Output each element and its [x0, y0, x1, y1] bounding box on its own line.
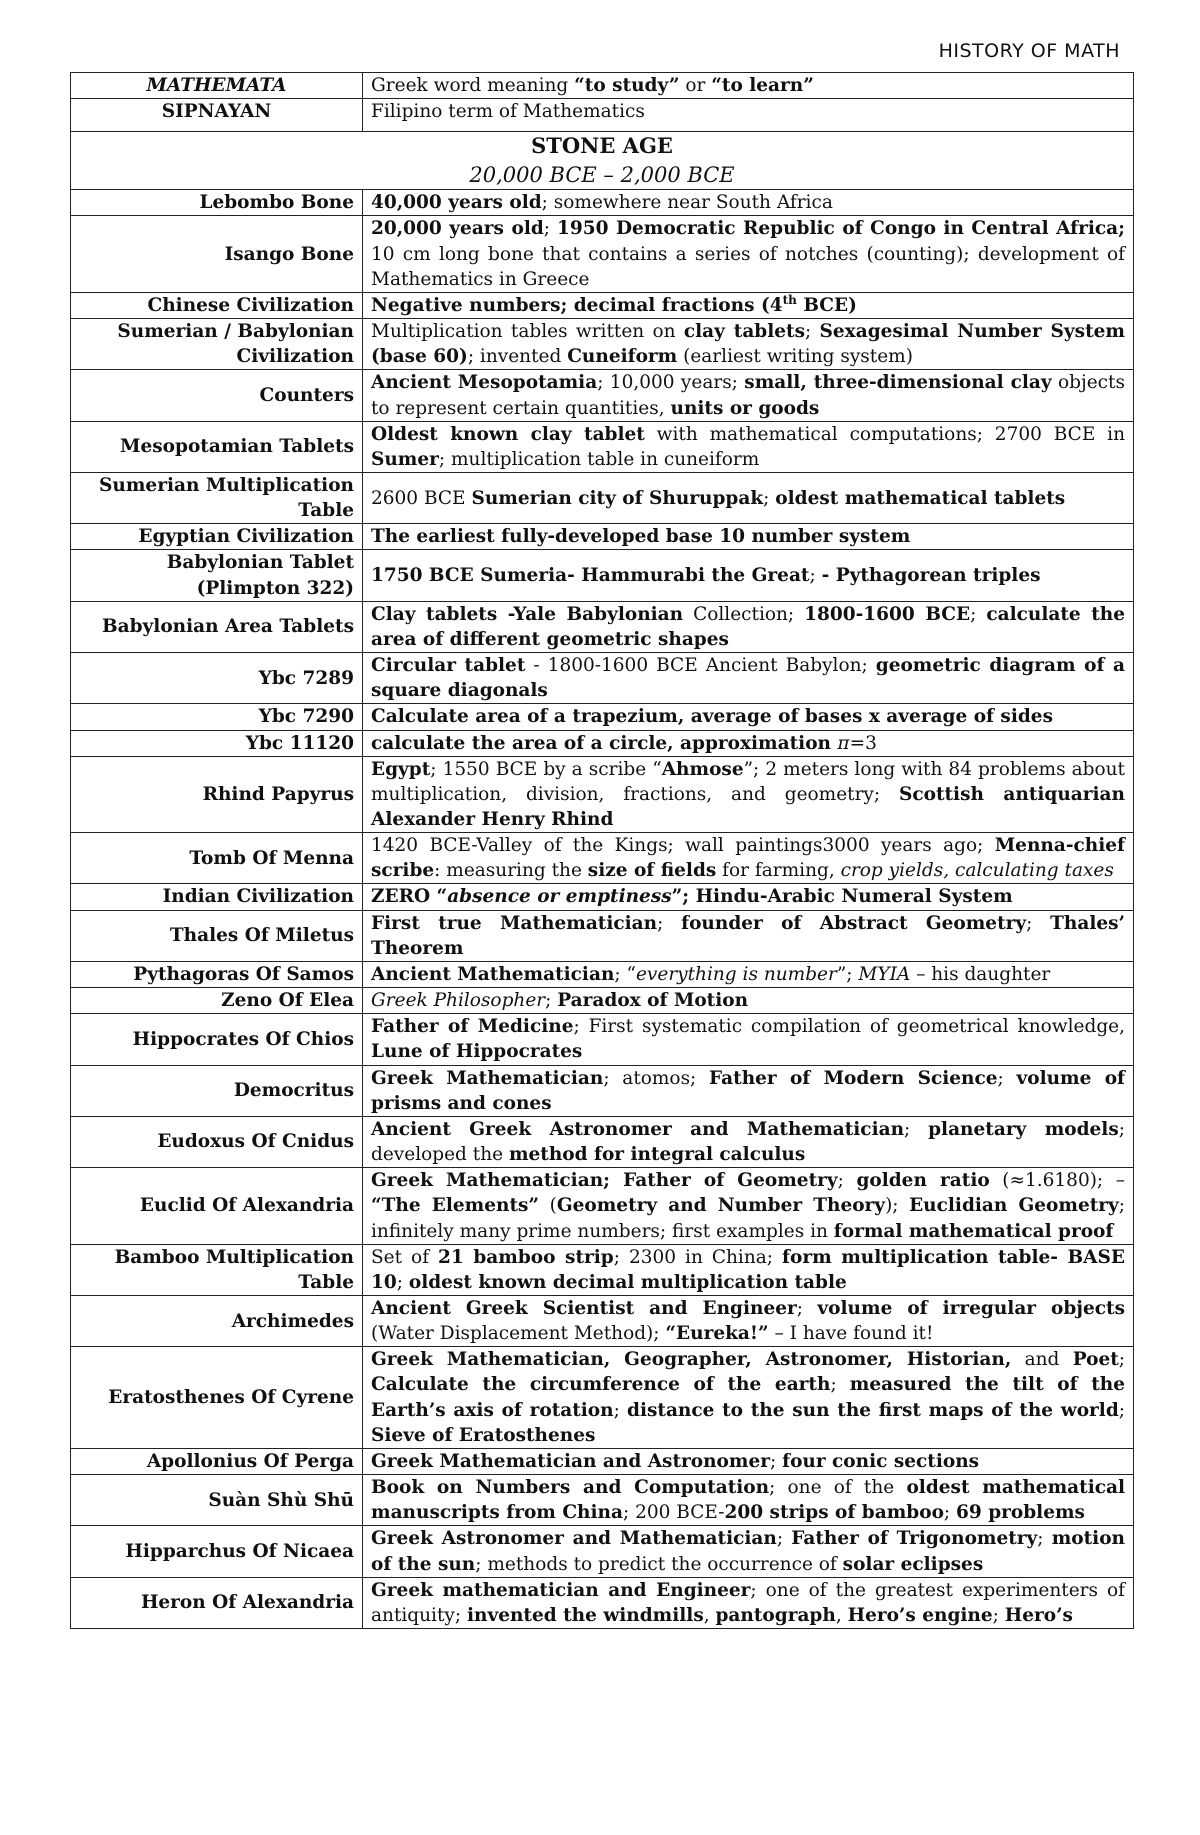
term-label: Babylonian Area Tablets: [101, 616, 354, 638]
definition-text: Ancient Greek Scientist and Engineer: [371, 1297, 797, 1319]
term-label: Hippocrates Of Chios: [132, 1028, 354, 1050]
definition-text: ; somewhere near South Africa: [541, 192, 833, 214]
term-cell: [71, 1116, 363, 1167]
definition-text: 1950 Democratic Republic of Congo in Central Africa;: [556, 218, 1125, 240]
term-cell: [71, 472, 363, 523]
definition-cell: [363, 730, 1134, 756]
definition-text: ; 2300 in China;: [613, 1246, 783, 1268]
table-row: [71, 704, 1134, 730]
definition-text: planetary models: [928, 1118, 1119, 1140]
definition-cell: [363, 99, 1134, 132]
definition-text: Cuneiform: [567, 346, 678, 368]
definition-text: measured the tilt of the Earth’s axis of rotation: [371, 1374, 1125, 1421]
definition-text: with mathematical computations; 2700 BCE in: [644, 423, 1125, 445]
definition-text: Hero’s: [1004, 1604, 1073, 1626]
definition-text: ;: [830, 1374, 850, 1396]
table-row: [71, 1475, 1134, 1526]
definition-text: ;: [769, 1450, 783, 1472]
definition-text: Ancient Mesopotamia: [371, 372, 598, 394]
term-cell: [71, 1295, 363, 1346]
definition-text: ;: [396, 1271, 409, 1293]
definition-text: volume of irregular objects: [817, 1297, 1125, 1319]
definition-text: oldest mathematical tablets: [775, 487, 1066, 509]
definition-text: solar eclipses: [842, 1553, 984, 1575]
definition-text: Greek mathematician and Engineer: [371, 1579, 751, 1601]
definition-text: Set of: [371, 1246, 439, 1268]
definition-cell: [363, 1168, 1134, 1244]
definition-text: – I have found it!: [768, 1323, 934, 1345]
term-cell: [71, 73, 363, 99]
term-cell: [71, 319, 363, 370]
definition-cell: [363, 1526, 1134, 1577]
term-label: Zeno Of Elea: [221, 990, 354, 1012]
definition-text: ZERO “: [371, 886, 448, 908]
definition-text: ;: [763, 487, 776, 509]
definition-text: (earliest writing system): [677, 346, 913, 368]
definition-text: Sieve of Eratosthenes: [371, 1424, 596, 1446]
definition-text: Calculate the circumference of the earth: [371, 1374, 831, 1396]
definition-text: form multiplication table- BASE 10: [371, 1246, 1125, 1293]
definition-text: Greek Mathematician: [371, 1067, 604, 1089]
definition-text: ,: [835, 1604, 848, 1626]
definition-text: Father of Modern Science: [709, 1067, 998, 1089]
term-cell: [71, 292, 363, 318]
definition-cell: [363, 370, 1134, 421]
definition-text: (≈1.6180); –: [989, 1170, 1125, 1192]
definition-text: : measuring the: [434, 860, 588, 882]
definition-text: 1800-1600 BCE: [804, 603, 971, 625]
term-label: Ybc 7289: [258, 667, 354, 689]
table-row: [71, 833, 1134, 884]
definition-cell: [363, 472, 1134, 523]
section-title: STONE AGE: [531, 133, 673, 159]
table-row: [71, 524, 1134, 550]
definition-cell: [363, 1475, 1134, 1526]
table-row: [71, 1014, 1134, 1065]
definition-text: Circular tablet: [371, 655, 526, 677]
definition-text: ;: [1118, 1399, 1125, 1421]
term-cell: [71, 961, 363, 987]
table-row: [71, 884, 1134, 910]
definition-text: ;: [613, 1399, 628, 1421]
definition-text: calculate the area of a circle, approximation: [371, 732, 838, 754]
table-row: [71, 550, 1134, 601]
term-label: Tomb Of Menna: [189, 847, 354, 869]
definition-text: ;: [904, 1118, 929, 1140]
term-cell: [71, 1347, 363, 1449]
section-header: [71, 132, 1134, 190]
definition-text: four conic sections: [782, 1450, 980, 1472]
term-label: Rhind Papyrus: [202, 783, 354, 805]
page-header-title: HISTORY OF MATH: [938, 40, 1120, 62]
table-row: [71, 601, 1134, 652]
definition-cell: [363, 319, 1134, 370]
term-cell: [71, 524, 363, 550]
definition-text: ; First systematic compilation of geometrical knowledge,: [573, 1016, 1126, 1038]
definition-text: golden ratio: [856, 1170, 990, 1192]
definition-text: or: [679, 75, 712, 96]
definition-text: absence or emptiness: [447, 886, 672, 908]
definition-text: 69 problems: [956, 1502, 1085, 1524]
definition-text: and: [1011, 1349, 1073, 1371]
definition-cell: [363, 910, 1134, 961]
term-cell: [71, 1475, 363, 1526]
definition-text: Sumerian city of Shuruppak: [471, 487, 764, 509]
definition-text: MYIA: [858, 963, 911, 985]
term-label: Counters: [259, 384, 354, 406]
definition-text: ; 10,000 years;: [597, 372, 745, 394]
definition-text: oldest mathematical manuscripts from China: [371, 1477, 1125, 1524]
definition-text: Father of Medicine: [371, 1016, 574, 1038]
definition-text: ;: [796, 1297, 818, 1319]
term-cell: [71, 1526, 363, 1577]
definition-text: Oldest known clay tablet: [371, 423, 645, 445]
definition-text: 1750 BCE Sumeria- Hammurabi the Great: [371, 565, 810, 587]
table-row: [71, 1244, 1134, 1295]
table-row: [71, 1116, 1134, 1167]
definition-text: 20,000 years old: [371, 218, 544, 240]
definition-cell: [363, 601, 1134, 652]
definition-text: method for integral calculus: [508, 1144, 806, 1166]
definition-text: Hero’s engine: [847, 1604, 993, 1626]
definition-text: Calculate area of a trapezium, average of bases x average of sides: [371, 706, 1053, 728]
definition-text: 40,000 years old: [371, 192, 542, 214]
definition-text: Greek Mathematician and Astronomer: [371, 1450, 770, 1472]
table-row: [71, 961, 1134, 987]
definition-text: ; 1550 BCE by a scribe “: [430, 758, 662, 780]
table-row: [71, 292, 1134, 318]
definition-text: for farming,: [716, 860, 841, 882]
table-row: [71, 472, 1134, 523]
definition-text: Thales’ Theorem: [371, 912, 1125, 959]
term-cell: [71, 421, 363, 472]
definition-text: 2600 BCE: [371, 487, 472, 509]
definition-text: volume of prisms and cones: [371, 1067, 1125, 1114]
table-row: [71, 1168, 1134, 1244]
definition-text: ; one of the greatest experimenters of antiquity;: [371, 1579, 1125, 1626]
term-cell: [71, 884, 363, 910]
definition-cell: [363, 1014, 1134, 1065]
definition-text: Clay tablets -Yale Babylonian: [371, 603, 684, 625]
history-table-body: [71, 73, 1134, 1629]
definition-text: geometric diagram of a square diagonals: [371, 655, 1125, 702]
definition-text: =3: [849, 732, 877, 754]
definition-text: small, three-dimensional clay: [744, 372, 1052, 394]
definition-cell: [363, 292, 1134, 318]
term-label: Thales Of Miletus: [169, 925, 354, 947]
definition-cell: [363, 704, 1134, 730]
definition-text: π: [837, 732, 850, 754]
section-range: 20,000 BCE – 2,000 BCE: [469, 162, 735, 187]
definition-text: founder of Abstract Geometry: [681, 912, 1027, 934]
definition-cell: [363, 216, 1134, 292]
definition-text: ”;: [836, 963, 859, 985]
term-cell: [71, 988, 363, 1014]
definition-text: ;: [997, 1067, 1017, 1089]
definition-text: “The Elements”: [371, 1195, 540, 1217]
definition-text: th: [782, 292, 797, 307]
term-cell: [71, 653, 363, 704]
definition-text: ;: [1026, 912, 1051, 934]
term-label: Eudoxus Of Cnidus: [157, 1131, 354, 1153]
definition-text: Father of Trigonometry: [791, 1528, 1038, 1550]
term-cell: [71, 550, 363, 601]
definition-text: Greek word meaning: [371, 75, 575, 96]
term-cell: [71, 601, 363, 652]
definition-text: pantograph: [715, 1604, 836, 1626]
definition-text: oldest known decimal multiplication table: [408, 1271, 847, 1293]
definition-text: Menna-chief scribe: [371, 835, 1125, 882]
table-row: [71, 1295, 1134, 1346]
term-cell: [71, 910, 363, 961]
term-label: Eratosthenes Of Cyrene: [108, 1387, 354, 1409]
definition-text: (Water Displacement Method);: [371, 1323, 666, 1345]
definition-text: First true Mathematician: [371, 912, 658, 934]
table-row: [71, 910, 1134, 961]
table-row: [71, 216, 1134, 292]
definition-cell: [363, 988, 1134, 1014]
term-label: Chinese Civilization: [147, 294, 354, 316]
definition-text: ;: [943, 1502, 957, 1524]
term-label: Ybc 11120: [245, 732, 354, 754]
definition-text: “Eureka!”: [665, 1323, 769, 1345]
table-row: [71, 1448, 1134, 1474]
definition-text: Greek Mathematician, Geographer, Astronomer, Historian,: [371, 1349, 1012, 1371]
definition-text: ; invented: [467, 346, 568, 368]
definition-text: “to learn”: [711, 75, 814, 96]
definition-text: ; methods to predict the occurrence of: [475, 1553, 843, 1575]
definition-text: The earliest fully-developed base 10 number system: [371, 526, 911, 548]
definition-text: distance to the sun the first maps of the world: [627, 1399, 1119, 1421]
definition-cell: [363, 653, 1134, 704]
definition-text: 21 bamboo strip: [438, 1246, 614, 1268]
definition-cell: [363, 1448, 1134, 1474]
table-row: [71, 988, 1134, 1014]
definition-text: Collection;: [683, 603, 805, 625]
definition-text: ; multiplication table in cuneiform: [438, 448, 760, 470]
term-cell: [71, 1014, 363, 1065]
definition-text: ; developed the: [371, 1118, 1125, 1166]
term-label: Ybc 7290: [258, 706, 354, 728]
table-row: [71, 1347, 1134, 1449]
definition-text: Sumer: [371, 448, 439, 470]
definition-cell: [363, 1347, 1134, 1449]
term-cell: [71, 190, 363, 216]
term-cell: [71, 1577, 363, 1628]
definition-text: );: [885, 1195, 910, 1217]
term-cell: [71, 1448, 363, 1474]
definition-text: ”; 2 meters long with 84 problems about multiplication, division, fractions, and geometry;: [371, 758, 1125, 805]
definition-cell: [363, 884, 1134, 910]
definition-cell: [363, 550, 1134, 601]
definition-text: Geometry and Number Theory: [556, 1195, 886, 1217]
definition-text: ”; Hindu-Arabic Numeral System: [671, 886, 1013, 908]
definition-text: 200 strips of bamboo: [724, 1502, 944, 1524]
term-label: MATHEMATA: [146, 75, 287, 96]
definition-text: Multiplication tables written on: [371, 321, 684, 343]
definition-text: clay tablets: [683, 321, 805, 343]
term-label: Pythagoras Of Samos: [133, 963, 354, 985]
definition-text: crop yields, calculating taxes: [840, 860, 1114, 882]
definition-text: ;: [545, 990, 558, 1012]
table-row: [71, 653, 1134, 704]
term-cell: [71, 756, 363, 832]
term-label: Isango Bone: [224, 243, 354, 265]
definition-text: Ahmose: [661, 758, 744, 780]
definition-text: ;: [1118, 1349, 1125, 1371]
term-cell: [71, 833, 363, 884]
definition-text: BCE): [796, 294, 857, 316]
definition-text: Greek Philosopher: [371, 990, 546, 1012]
definition-text: Greek Mathematician; Father of Geometry: [371, 1170, 838, 1192]
definition-text: invented the windmills: [466, 1604, 704, 1626]
term-label: Heron Of Alexandria: [140, 1592, 354, 1614]
definition-text: ; one of the: [769, 1477, 907, 1499]
definition-text: – his daughter: [910, 963, 1051, 985]
definition-cell: [363, 961, 1134, 987]
definition-text: Egypt: [371, 758, 431, 780]
definition-text: (: [539, 1195, 557, 1217]
definition-text: Negative numbers; decimal fractions (4: [371, 294, 783, 316]
definition-cell: [363, 1295, 1134, 1346]
definition-text: Sexagesimal Number System (base 60): [371, 321, 1125, 368]
definition-text: Ancient Greek Astronomer and Mathematician: [371, 1118, 905, 1140]
term-label: Mesopotamian Tablets: [120, 436, 354, 458]
definition-text: 10 cm long bone that contains a series of notches (counting); development of Mathematics in Greece: [371, 243, 1125, 290]
definition-text: units or goods: [670, 397, 820, 419]
definition-text: Poet: [1072, 1349, 1119, 1371]
term-label: Bamboo Multiplication Table: [114, 1246, 354, 1293]
term-cell: [71, 1065, 363, 1116]
definition-cell: [363, 1116, 1134, 1167]
definition-text: objects to represent certain quantities,: [371, 372, 1125, 419]
table-row: [71, 1526, 1134, 1577]
table-row: [71, 421, 1134, 472]
definition-text: ; infinitely many prime numbers; first examples in: [371, 1195, 1125, 1242]
definition-text: calculate the area of different geometric shapes: [371, 603, 1125, 650]
table-row: [71, 319, 1134, 370]
term-label: Apollonius Of Perga: [146, 1450, 354, 1472]
definition-text: ;: [776, 1528, 792, 1550]
term-label: Lebombo Bone: [199, 192, 354, 214]
term-label: Hipparchus Of Nicaea: [125, 1540, 354, 1562]
intro-row: [71, 73, 1134, 99]
term-label: SIPNAYAN: [161, 101, 272, 123]
term-label: Sumerian Multiplication Table: [99, 474, 354, 522]
definition-cell: [363, 73, 1134, 99]
definition-text: Ancient Mathematician: [371, 963, 615, 985]
term-label: Archimedes: [231, 1310, 354, 1332]
table-row: [71, 370, 1134, 421]
intro-row: [71, 99, 1134, 132]
term-label: Sumerian / Babylonian Civilization: [117, 321, 354, 368]
term-label: Egyptian Civilization: [138, 526, 354, 548]
table-row: [71, 756, 1134, 832]
definition-text: ,: [703, 1604, 716, 1626]
term-label: Indian Civilization: [162, 886, 354, 908]
definition-cell: [363, 1244, 1134, 1295]
table-row: [71, 1065, 1134, 1116]
term-label: Babylonian Tablet (Plimpton 322): [166, 552, 354, 599]
definition-cell: [363, 524, 1134, 550]
table-row: [71, 730, 1134, 756]
definition-text: ;: [837, 1170, 857, 1192]
definition-cell: [363, 1065, 1134, 1116]
definition-text: ;: [543, 218, 557, 240]
history-table: [70, 72, 1134, 1629]
term-cell: [71, 1244, 363, 1295]
definition-text: size of fields: [587, 860, 717, 882]
definition-cell: [363, 1577, 1134, 1628]
definition-text: motion of the sun: [371, 1528, 1125, 1575]
term-cell: [71, 704, 363, 730]
definition-text: Book on Numbers and Computation: [371, 1477, 770, 1499]
section-row: [71, 132, 1134, 190]
definition-text: everything is number: [635, 963, 837, 985]
term-cell: [71, 1168, 363, 1244]
definition-text: Euclidian Geometry: [909, 1195, 1119, 1217]
definition-text: formal mathematical proof: [833, 1220, 1114, 1242]
definition-text: ; 200 BCE-: [622, 1502, 725, 1524]
definition-cell: [363, 190, 1134, 216]
definition-text: ;: [1037, 1528, 1052, 1550]
definition-text: ;: [970, 603, 987, 625]
definition-text: ; “: [614, 963, 636, 985]
term-cell: [71, 216, 363, 292]
definition-text: Scottish antiquarian Alexander Henry Rhind: [371, 783, 1125, 830]
definition-text: ;: [805, 321, 820, 343]
definition-text: ; atomos;: [603, 1067, 710, 1089]
definition-text: Greek Astronomer and Mathematician: [371, 1528, 777, 1550]
definition-text: - Pythagorean triples: [821, 565, 1041, 587]
definition-text: Lune of Hippocrates: [371, 1041, 583, 1063]
definition-text: - 1800-1600 BCE Ancient Babylon;: [525, 655, 876, 677]
table-row: [71, 1577, 1134, 1628]
term-cell: [71, 99, 363, 132]
term-cell: [71, 370, 363, 421]
term-label: Euclid Of Alexandria: [139, 1195, 354, 1217]
definition-text: ;: [657, 912, 682, 934]
table-row: [71, 190, 1134, 216]
definition-text: ;: [809, 565, 822, 587]
definition-text: “to study”: [574, 75, 680, 96]
term-label: Suàn Shù Shū: [208, 1489, 354, 1511]
definition-text: 1420 BCE-Valley of the Kings; wall paintings3000 years ago;: [371, 835, 995, 857]
definition-cell: [363, 421, 1134, 472]
definition-text: Filipino term of Mathematics: [371, 101, 645, 123]
definition-text: Paradox of Motion: [557, 990, 749, 1012]
definition-cell: [363, 833, 1134, 884]
term-cell: [71, 730, 363, 756]
term-label: Democritus: [233, 1080, 354, 1102]
definition-cell: [363, 756, 1134, 832]
definition-text: ;: [992, 1604, 1005, 1626]
